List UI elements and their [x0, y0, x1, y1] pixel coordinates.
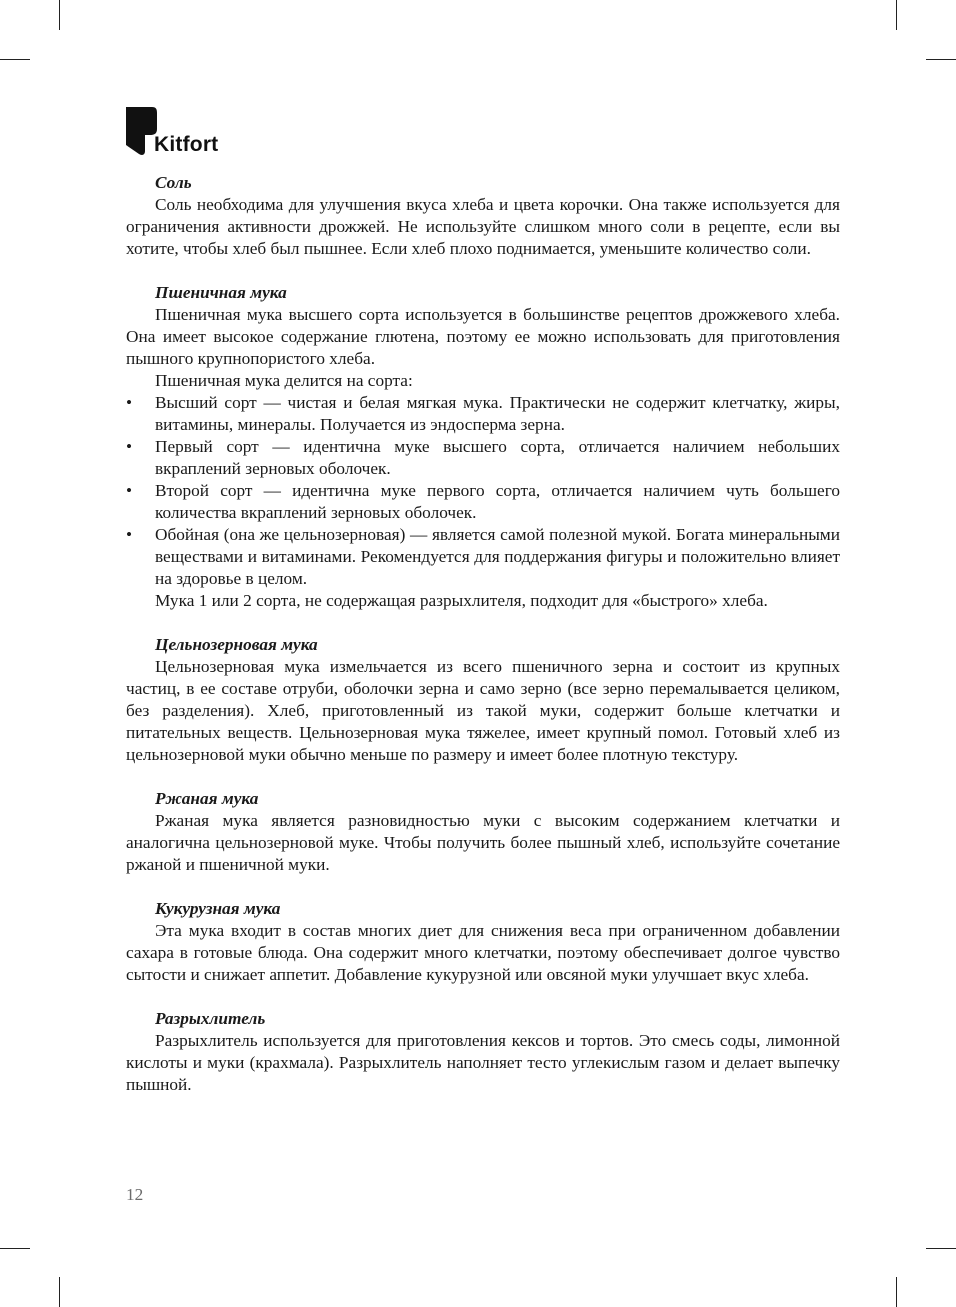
list-item — [126, 524, 840, 590]
paragraph: Соль необходима для улучшения вкуса хлеба и цвета корочки. Она также используется для ограничения активности дрожжей. Не используйте слишком много соли в рецепте, если вы хотите, чтобы хлеб был пышнее. Если хлеб плохо поднимается, уменьшите количество соли. — [126, 195, 840, 258]
bullet-icon: • — [126, 393, 133, 412]
list-item — [126, 436, 840, 480]
section-baking-powder — [126, 1008, 840, 1096]
section-heading: Разрыхлитель — [155, 1009, 266, 1028]
list-item-text: Высший сорт — чистая и белая мягкая мука. Практически не содержит клетчатку, жиры, витамины, минералы. Получается из эндосперма зерна. — [155, 393, 840, 434]
crop-mark-bottom-left — [59, 1277, 60, 1307]
paragraph: Мука 1 или 2 сорта, не содержащая разрыхлителя, подходит для «быстрого» хлеба. — [155, 591, 768, 610]
paragraph: Ржаная мука является разновидностью муки с высоким содержанием клетчатки и аналогична цельнозерновой муке. Чтобы получить более пышный хлеб, используйте сочетание ржаной и пшеничной муки. — [126, 811, 840, 874]
paragraph: Цельнозерновая мука измельчается из всего пшеничного зерна и состоит из крупных частиц, в ее составе отруби, оболочки зерна и само зерно (все зерно перемалывается целиком, без разделения). Хлеб, приготовленный из такой муки, содержит больше клетчатки и питательных веществ. Цельнозерновая мука тяжелее, имеет крупный помол. Готовый хлеб из цельнозерновой муки обычно меньше по размеру и имеет более плотную текстуру. — [126, 657, 840, 764]
section-salt — [126, 172, 840, 260]
crop-mark-bottom-right-h — [926, 1248, 956, 1249]
bullet-icon: • — [126, 437, 133, 456]
section-corn-flour — [126, 898, 840, 986]
crop-mark-top-right-h — [926, 59, 956, 60]
list-item — [126, 480, 840, 524]
list-item-text: Обойная (она же цельнозерновая) — является самой полезной мукой. Богата минеральными веществами и витаминами. Рекомендуется для поддержания фигуры и положительно влияет на здоровье в целом. — [155, 525, 840, 588]
crop-mark-top-left-h — [0, 59, 30, 60]
section-rye-flour — [126, 788, 840, 876]
list-item-text: Второй сорт — идентична муке первого сорта, отличается наличием чуть большего количества вкраплений зерновых оболочек. — [155, 481, 840, 522]
section-heading: Соль — [155, 173, 192, 192]
paragraph: Пшеничная мука высшего сорта используется в большинстве рецептов дрожжевого хлеба. Она имеет высокое содержание глютена, поэтому ее можно использовать для приготовления пышного крупнопористого хлеба. — [126, 305, 840, 368]
crop-mark-bottom-left-h — [0, 1248, 30, 1249]
section-wheat-flour — [126, 282, 840, 612]
bullet-icon: • — [126, 525, 133, 544]
brand-logo — [126, 107, 246, 157]
flour-grades-list — [126, 392, 840, 590]
bullet-icon: • — [126, 481, 133, 500]
paragraph: Разрыхлитель используется для приготовления кексов и тортов. Это смесь соды, лимонной кислоты и муки (крахмала). Разрыхлитель наполняет тесто углекислым газом и делает выпечку пышной. — [126, 1031, 840, 1094]
paragraph: Эта мука входит в состав многих диет для снижения веса при ограниченном добавлении сахара в готовые блюда. Она содержит много клетчатки, поэтому обеспечивает долгое чувство сытости и снижает аппетит. Добавление кукурузной или овсяной муки улучшает вкус хлеба. — [126, 921, 840, 984]
list-item-text: Первый сорт — идентична муке высшего сорта, отличается наличием небольших вкраплений зерновых оболочек. — [155, 437, 840, 478]
section-heading: Ржаная мука — [155, 789, 259, 808]
page-number: 12 — [126, 1185, 144, 1204]
crop-mark-top-left — [59, 0, 60, 30]
brand-name: Kitfort — [154, 133, 219, 156]
section-heading: Пшеничная мука — [155, 283, 287, 302]
paragraph: Пшеничная мука делится на сорта: — [155, 371, 413, 390]
list-item — [126, 392, 840, 436]
section-heading: Кукурузная мука — [155, 899, 281, 918]
section-heading: Цельнозерновая мука — [155, 635, 318, 654]
page-content — [126, 172, 840, 1096]
section-whole-grain-flour — [126, 634, 840, 766]
crop-mark-top-right — [896, 0, 897, 30]
crop-mark-bottom-right — [896, 1277, 897, 1307]
